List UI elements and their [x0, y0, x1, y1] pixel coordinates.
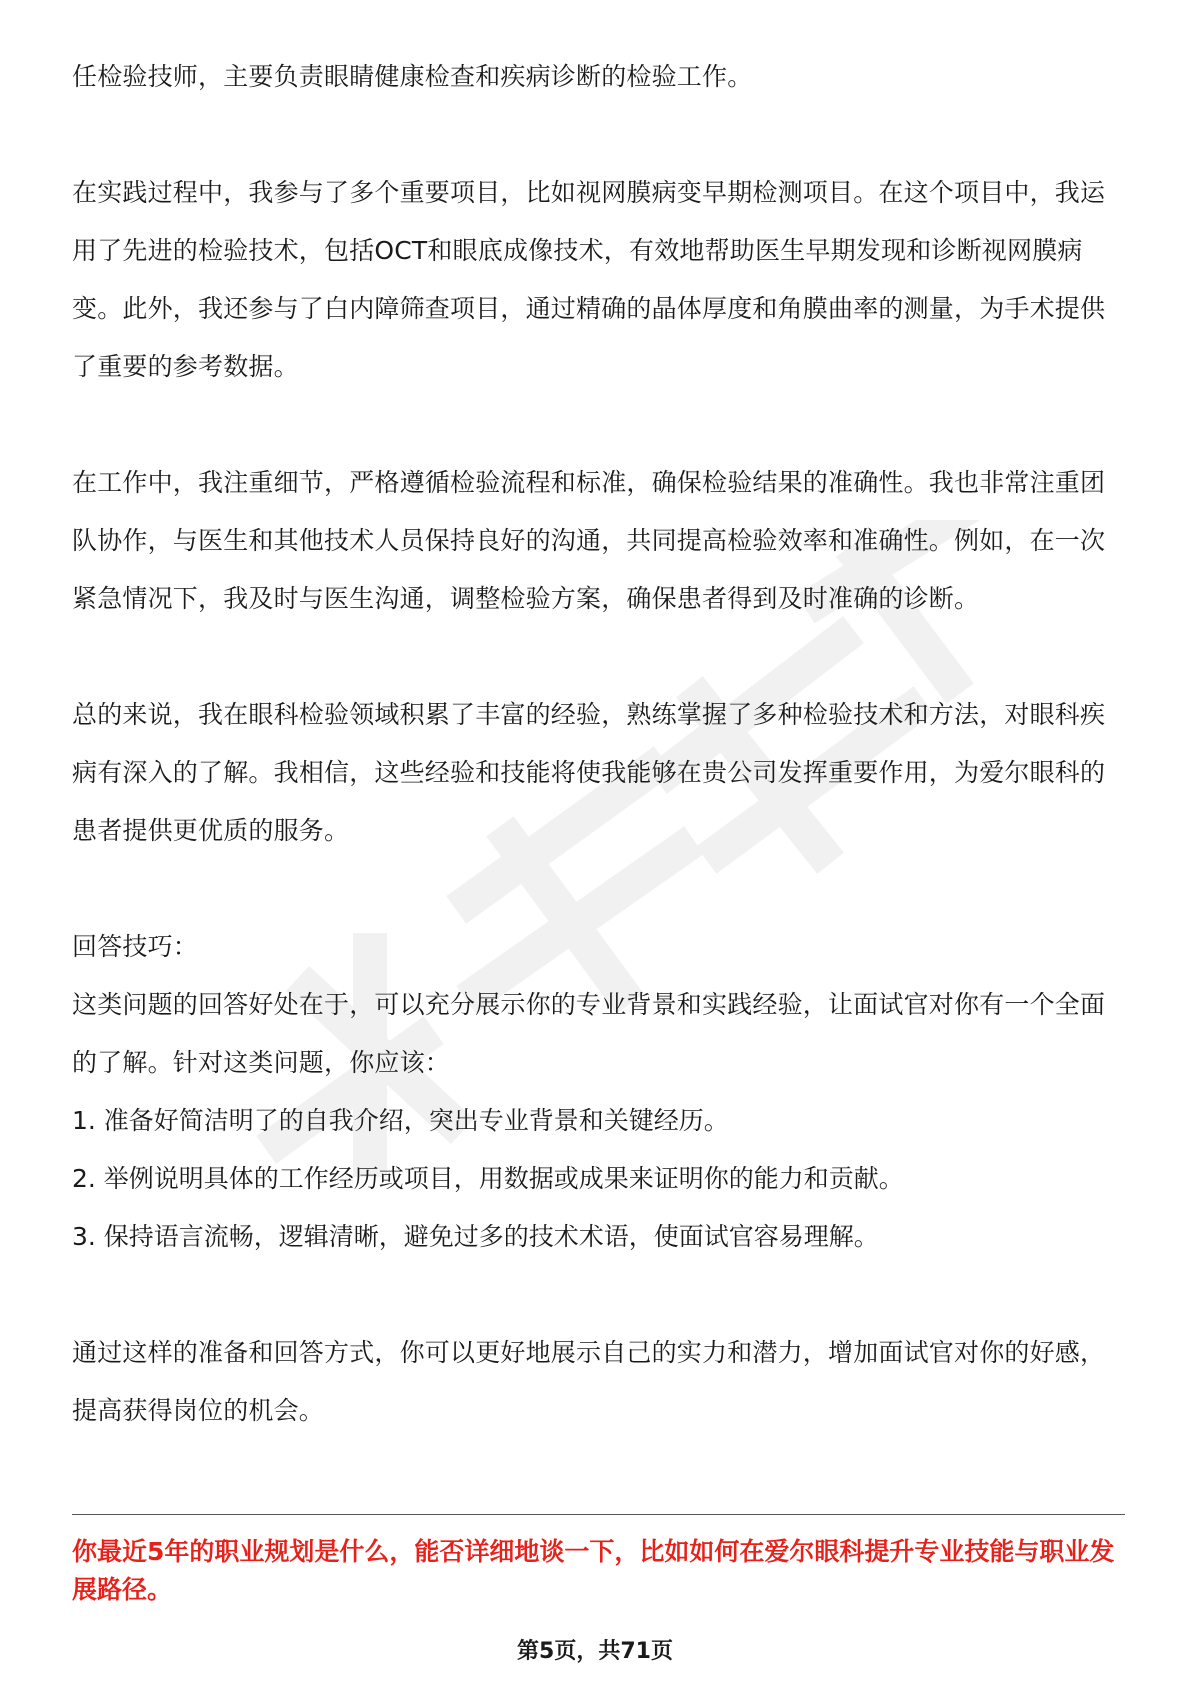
- document-body: [72, 48, 1122, 1440]
- paragraph-projects: 在实践过程中，我参与了多个重要项目，比如视网膜病变早期检测项目。在这个项目中，我运用了先进的检验技术，包括OCT和眼底成像技术，有效地帮助医生早期发现和诊断视网膜病变。此外，我还参与了白内障筛查项目，通过精确的晶体厚度和角膜曲率的测量，为手术提供了重要的参考数据。: [72, 178, 1106, 381]
- paragraph-summary: 总的来说，我在眼科检验领域积累了丰富的经验，熟练掌握了多种检验技术和方法，对眼科疾病有深入的了解。我相信，这些经验和技能将使我能够在贵公司发挥重要作用，为爱尔眼科的患者提供更优质的服务。: [72, 700, 1106, 845]
- tips-item-2: 2. 举例说明具体的工作经历或项目，用数据或成果来证明你的能力和贡献。: [72, 1164, 904, 1193]
- section-divider: [72, 1514, 1125, 1515]
- tips-item-3: 3. 保持语言流畅，逻辑清晰，避免过多的技术术语，使面试官容易理解。: [72, 1222, 879, 1251]
- tips-heading: 回答技巧：: [72, 932, 199, 961]
- next-question-heading: 你最近5年的职业规划是什么，能否详细地谈一下，比如如何在爱尔眼科提升专业技能与职业发展路径。: [72, 1537, 1115, 1604]
- paragraph-intro: 任检验技师，主要负责眼睛健康检查和疾病诊断的检验工作。: [72, 62, 753, 91]
- tips-item-1: 1. 准备好简洁明了的自我介绍，突出专业背景和关键经历。: [72, 1106, 729, 1135]
- page-number: 第5页，共71页: [517, 1639, 673, 1664]
- tips-conclusion: 通过这样的准备和回答方式，你可以更好地展示自己的实力和潜力，增加面试官对你的好感，提高获得岗位的机会。: [72, 1338, 1106, 1425]
- tips-intro: 这类问题的回答好处在于，可以充分展示你的专业背景和实践经验，让面试官对你有一个全面的了解。针对这类问题，你应该：: [72, 990, 1106, 1077]
- paragraph-work-style: 在工作中，我注重细节，严格遵循检验流程和标准，确保检验结果的准确性。我也非常注重团队协作，与医生和其他技术人员保持良好的沟通，共同提高检验效率和准确性。例如，在一次紧急情况下，我及时与医生沟通，调整检验方案，确保患者得到及时准确的诊断。: [72, 468, 1106, 613]
